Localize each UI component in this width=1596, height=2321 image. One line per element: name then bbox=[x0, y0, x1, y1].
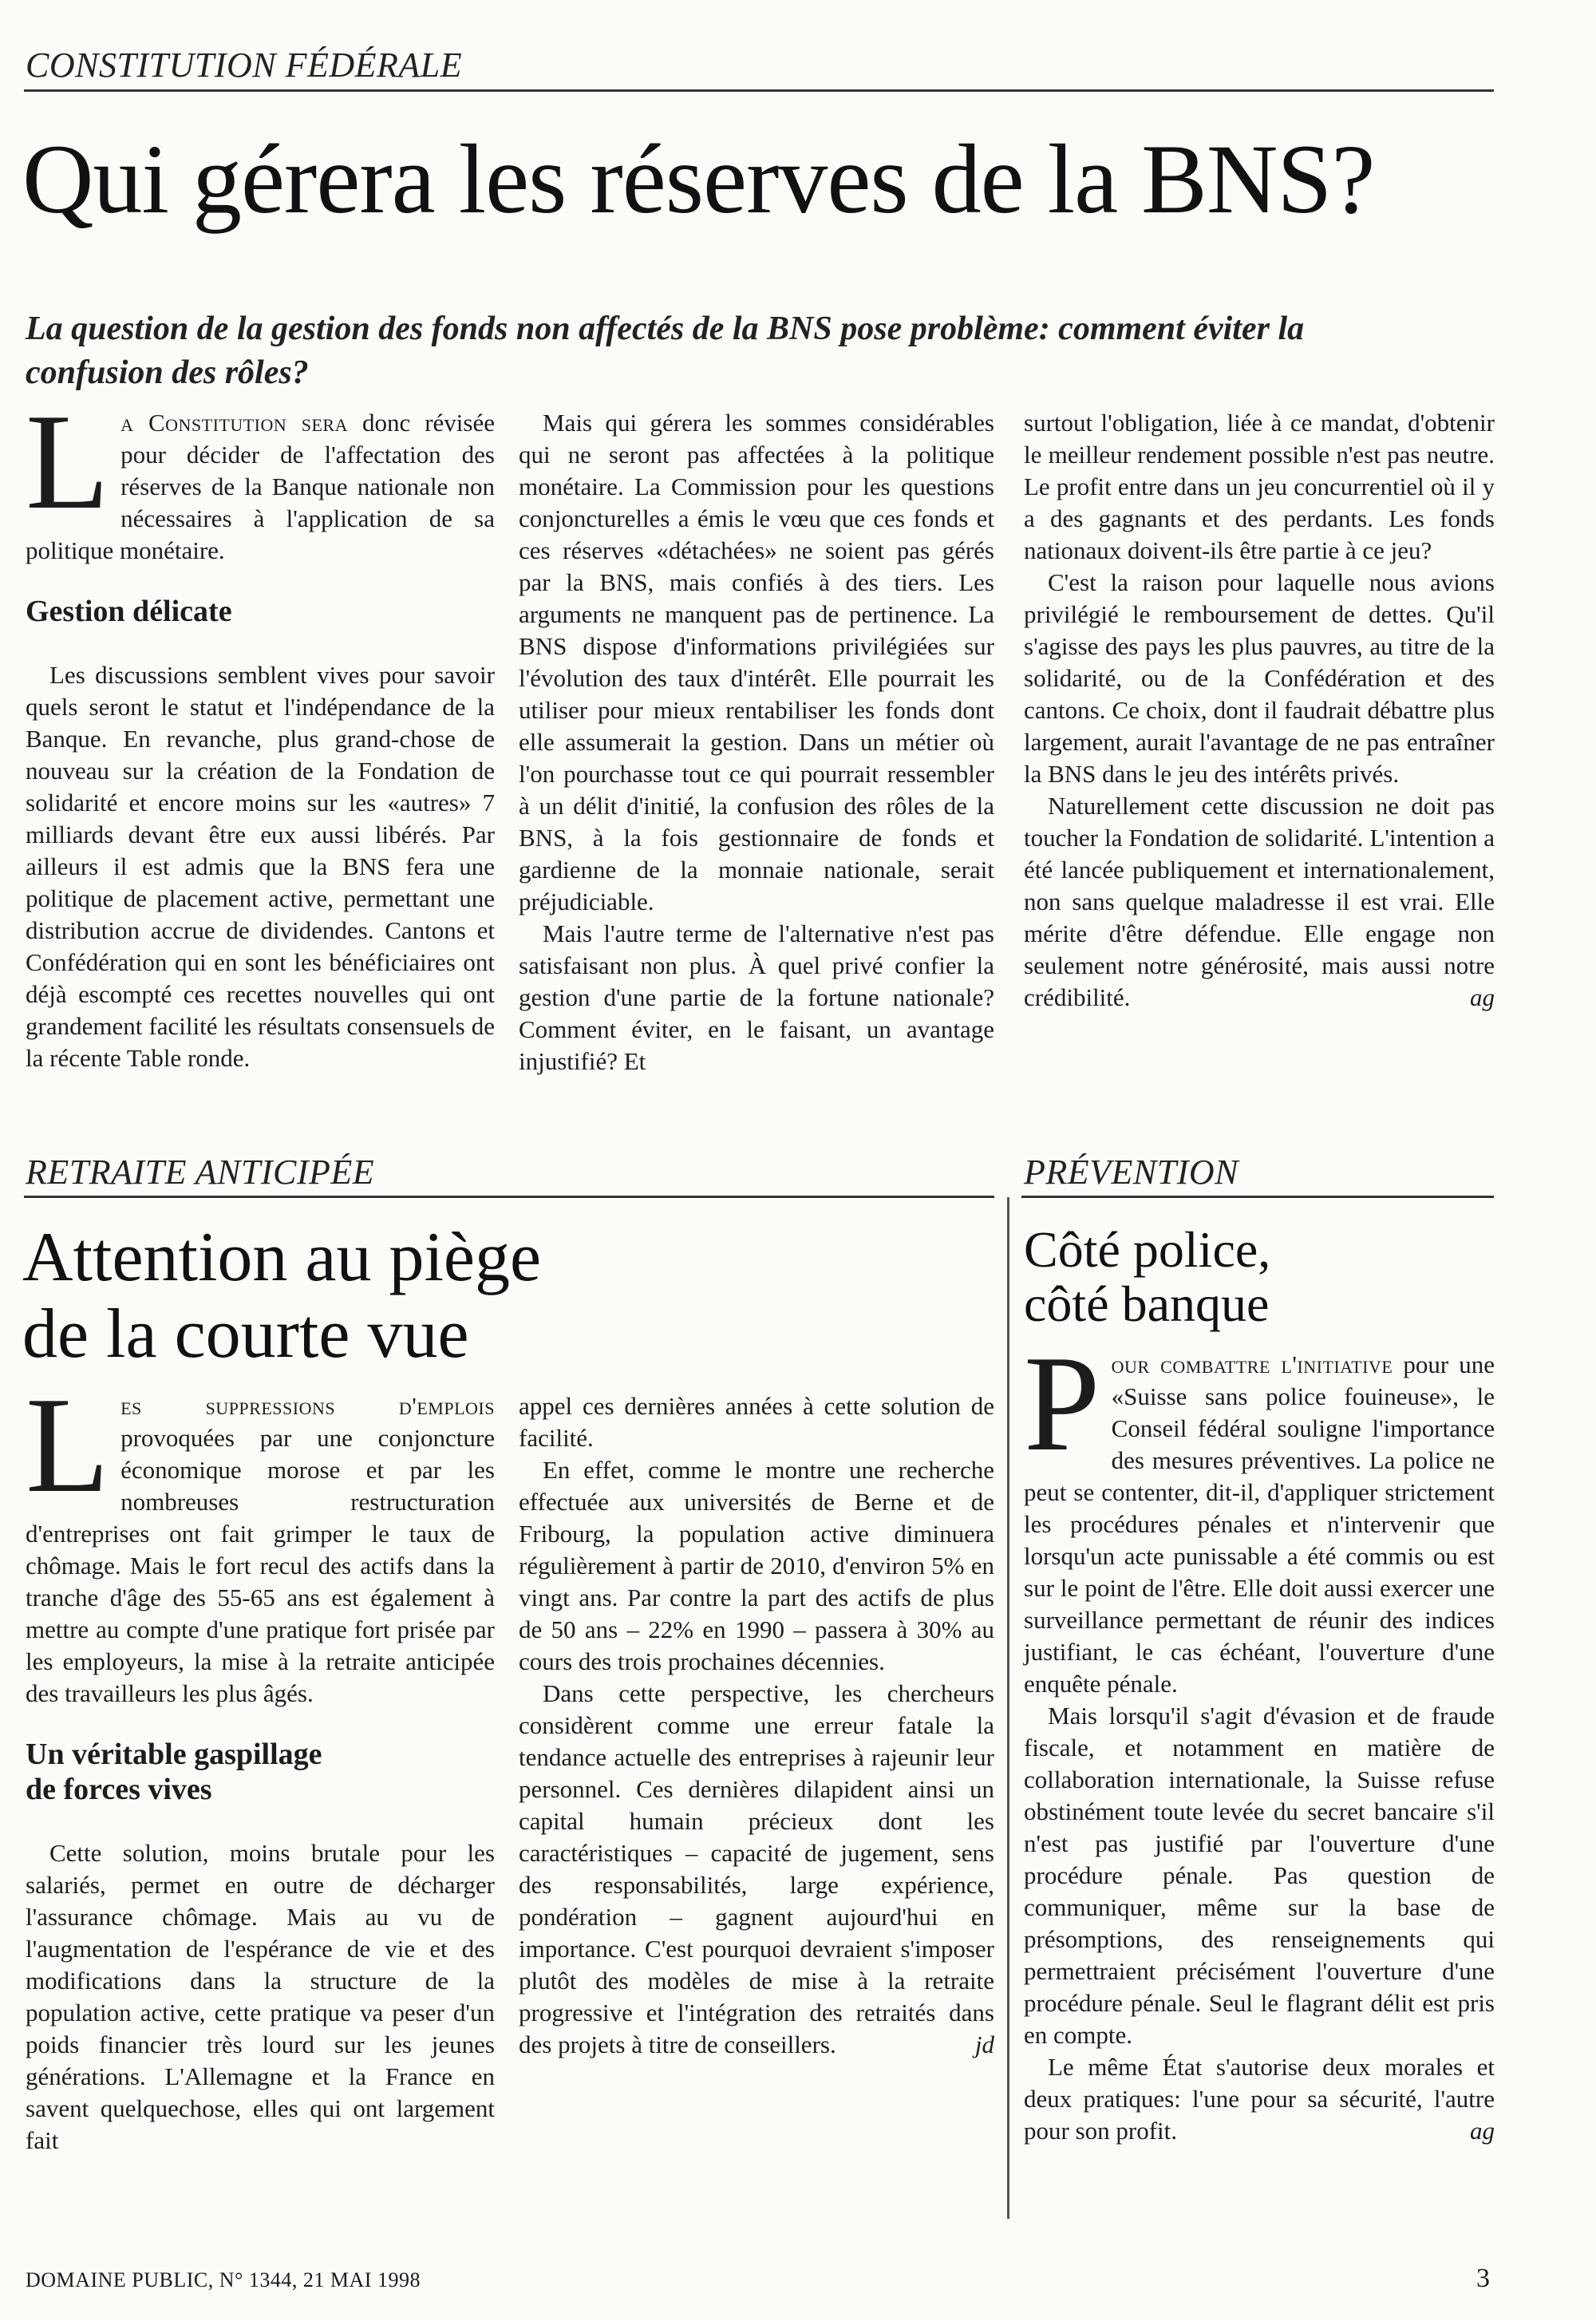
dropcap: L bbox=[26, 1370, 110, 1521]
paragraph: Les discussions semblent vives pour savoir quels seront le statut et l'indépendance de la Banque. En revanche, plus grand-chose de nouveau sur la création de la Fondation de solidarité et encore moins sur les «autres» 7 milliards devant être eux aussi libérés. Par ailleurs il est admis que la BNS fera une politique de placement active, permettant une distribution accrue de dividendes. Cantons et Confédération qui en sont les bénéficiaires ont déjà escompté ces recettes nouvelles qui ont grandement facilité les résultats consensuels de la récente Table ronde. bbox=[26, 661, 495, 1072]
section-kicker-prevention: PRÉVENTION bbox=[1024, 1153, 1238, 1192]
article1-column-1 bbox=[26, 386, 495, 1074]
paragraph: Dans cette perspective, les chercheurs considèrent comme une erreur fatale la tendance actuelle des entreprises à rajeunir leur personnel. Ces dernières dilapident ainsi un capital humain précieux dont les caractéristiques – capacité de jugement, sens des responsabilités, large expérience, pondération – gagnent aujourd'hui en importance. C'est pourquoi devraient s'imposer plutôt des modèles de mise à la retraite progressive et l'intégration des retraités dans des projets à titre de conseillers. bbox=[519, 1679, 994, 2058]
section-kicker-retraite: RETRAITE ANTICIPÉE bbox=[26, 1153, 375, 1192]
article3-rule bbox=[1021, 1196, 1494, 1198]
paragraph: En effet, comme le montre une recherche effectuée aux universités de Berne et de Fribourg, la population active diminuera régulièrement à partir de 2010, d'environ 5% en vingt ans. Par contre la part des actifs de plus de 50 ans – 22% en 1990 – passera à 30% au cours des trois prochaines décennies. bbox=[519, 1456, 994, 1675]
top-rule bbox=[24, 89, 1494, 92]
article1-column-3 bbox=[1024, 407, 1495, 1014]
column-divider bbox=[1007, 1197, 1009, 2219]
section-kicker-constitution: CONSTITUTION FÉDÉRALE bbox=[26, 45, 463, 85]
standfirst-bns: La question de la gestion des fonds non affectés de la BNS pose problème: comment éviter la confusion des rôles? bbox=[26, 310, 1305, 391]
paragraph: Cette solution, moins brutale pour les salariés, permet en outre de décharger l'assurance chômage. Mais au vu de l'augmentation de l'espérance de vie et des modifications dans la structure de la population active, cette pratique va peser d'un poids financier très lourd sur les jeunes générations. L'Allemagne et la France en savent quelquechose, elles qui ont largement fait bbox=[26, 1839, 495, 2154]
subhead-gestion-delicate: Gestion délicate bbox=[26, 595, 232, 628]
headline-bns: Qui gérera les réserves de la BNS? bbox=[22, 125, 1375, 234]
article2-lead-paragraph: Les suppressions d'emplois provoquées par une conjoncture économique morose et par les nombreuses restructuration d'entreprises ont fait grimper le taux de chômage. Mais le fort recul des actifs dans la tranche d'âge des 55-65 ans est également à mettre au compte d'une pratique fort prisée par les employeurs, la mise à la retraite anticipée des travailleurs les plus âgés. bbox=[26, 1370, 495, 1707]
signature-jd: jd bbox=[974, 2030, 994, 2058]
paragraph: Mais lorsqu'il s'agit d'évasion et de fraude fiscale, et notamment en matière de collaboration internationale, la Suisse refuse obstinément toute levée du secret bancaire s'il n'est pas justifié par l'ouverture d'une procédure pénale. Pas question de communiquer, même sur la base de présomptions, des renseignements qui permettraient précisément l'ouverture d'une procédure pénale. Seul le flagrant délit est pris en compte. bbox=[1024, 1702, 1495, 2049]
paragraph: Le même État s'autorise deux morales et deux pratiques: l'une pour sa sécurité, l'autre pour son profit. bbox=[1024, 2053, 1495, 2145]
headline-retraite: Attention au piège de la courte vue bbox=[22, 1219, 542, 1373]
article1-lead-paragraph: La Constitution sera donc révisée pour décider de l'affectation des réserves de la Banque nationale non nécessaires à l'application de sa politique monétaire. bbox=[26, 386, 495, 564]
article2-column-1 bbox=[26, 1370, 495, 2157]
paragraph: Mais qui gérera les sommes considérables qui ne seront pas affectées à la politique monétaire. La Commission pour les questions conjoncturelles a émis le vœu que ces fonds et ces réserves «détachées» ne soient pas gérés par la BNS, mais confiés à des tiers. Les arguments ne manquent pas de pertinence. La BNS dispose d'informations privilégiées sur l'évolution des taux d'intérêt. Elle pourrait les utiliser pour mieux rentabiliser les fonds dont elle assumerait la gestion. Dans un métier où l'on pourchasse tout ce qui pourrait ressembler à un délit d'initié, la confusion des rôles de la BNS, à la fois gestionnaire de fonds et gardienne de la monnaie nationale, serait préjudiciable. bbox=[519, 409, 994, 915]
article2-rule bbox=[24, 1196, 994, 1198]
subhead-gaspillage: Un véritable gaspillage de forces vives bbox=[26, 1738, 322, 1806]
footer-issue: DOMAINE PUBLIC, N° 1344, 21 MAI 1998 bbox=[26, 2268, 421, 2291]
signature-ag: ag bbox=[1470, 2117, 1495, 2145]
paragraph: appel ces dernières années à cette solution de facilité. bbox=[519, 1392, 994, 1452]
headline-police-banque: Côté police, côté banque bbox=[1024, 1221, 1271, 1332]
page-number: 3 bbox=[1476, 2264, 1491, 2293]
article1-column-2 bbox=[519, 407, 994, 1077]
article3-column bbox=[1024, 1328, 1495, 2147]
article2-column-2 bbox=[519, 1390, 994, 2061]
paragraph: C'est la raison pour laquelle nous avions privilégié le remboursement de dettes. Qu'il s'agisse des pays les plus pauvres, au titre de la solidarité, ou de la Confédération et des cantons. Ce choix, dont il faudrait débattre plus largement, aurait l'avantage de ne pas entraîner la BNS dans le jeu des intérêts privés. bbox=[1024, 568, 1495, 788]
paragraph: Mais l'autre terme de l'alternative n'est pas satisfaisant non plus. À quel privé confier la gestion d'une partie de la fortune nationale? Comment éviter, en le faisant, un avantage injustifié? Et bbox=[519, 919, 994, 1075]
signature-ag: ag bbox=[1470, 983, 1495, 1011]
dropcap: P bbox=[1024, 1328, 1100, 1480]
article3-lead-paragraph: Pour combattre l'initiative pour une «Suisse sans police fouineuse», le Conseil fédéral souligne l'importance des mesures préventives. La police ne peut se contenter, dit-il, d'appliquer strictement les procédures pénales et n'intervenir que lorsqu'un acte punissable a été commis ou est sur le point de l'être. Elle doit aussi exercer une surveillance permettant de réunir des indices justifiant, le cas échéant, l'ouverture d'une enquête pénale. bbox=[1024, 1328, 1495, 1698]
paragraph: surtout l'obligation, liée à ce mandat, d'obtenir le meilleur rendement possible n'est pas neutre. Le profit entre dans un jeu concurrentiel où il y a des gagnants et des perdants. Les fonds nationaux doivent-ils être partie à ce jeu? bbox=[1024, 409, 1495, 564]
paragraph: Naturellement cette discussion ne doit pas toucher la Fondation de solidarité. L'intention a été lancée publiquement et internationalement, non sans quelque maladresse il est vrai. Elle mérite d'être défendue. Elle engage non seulement notre générosité, mais aussi notre crédibilité. bbox=[1024, 792, 1495, 1011]
dropcap: L bbox=[26, 386, 110, 538]
